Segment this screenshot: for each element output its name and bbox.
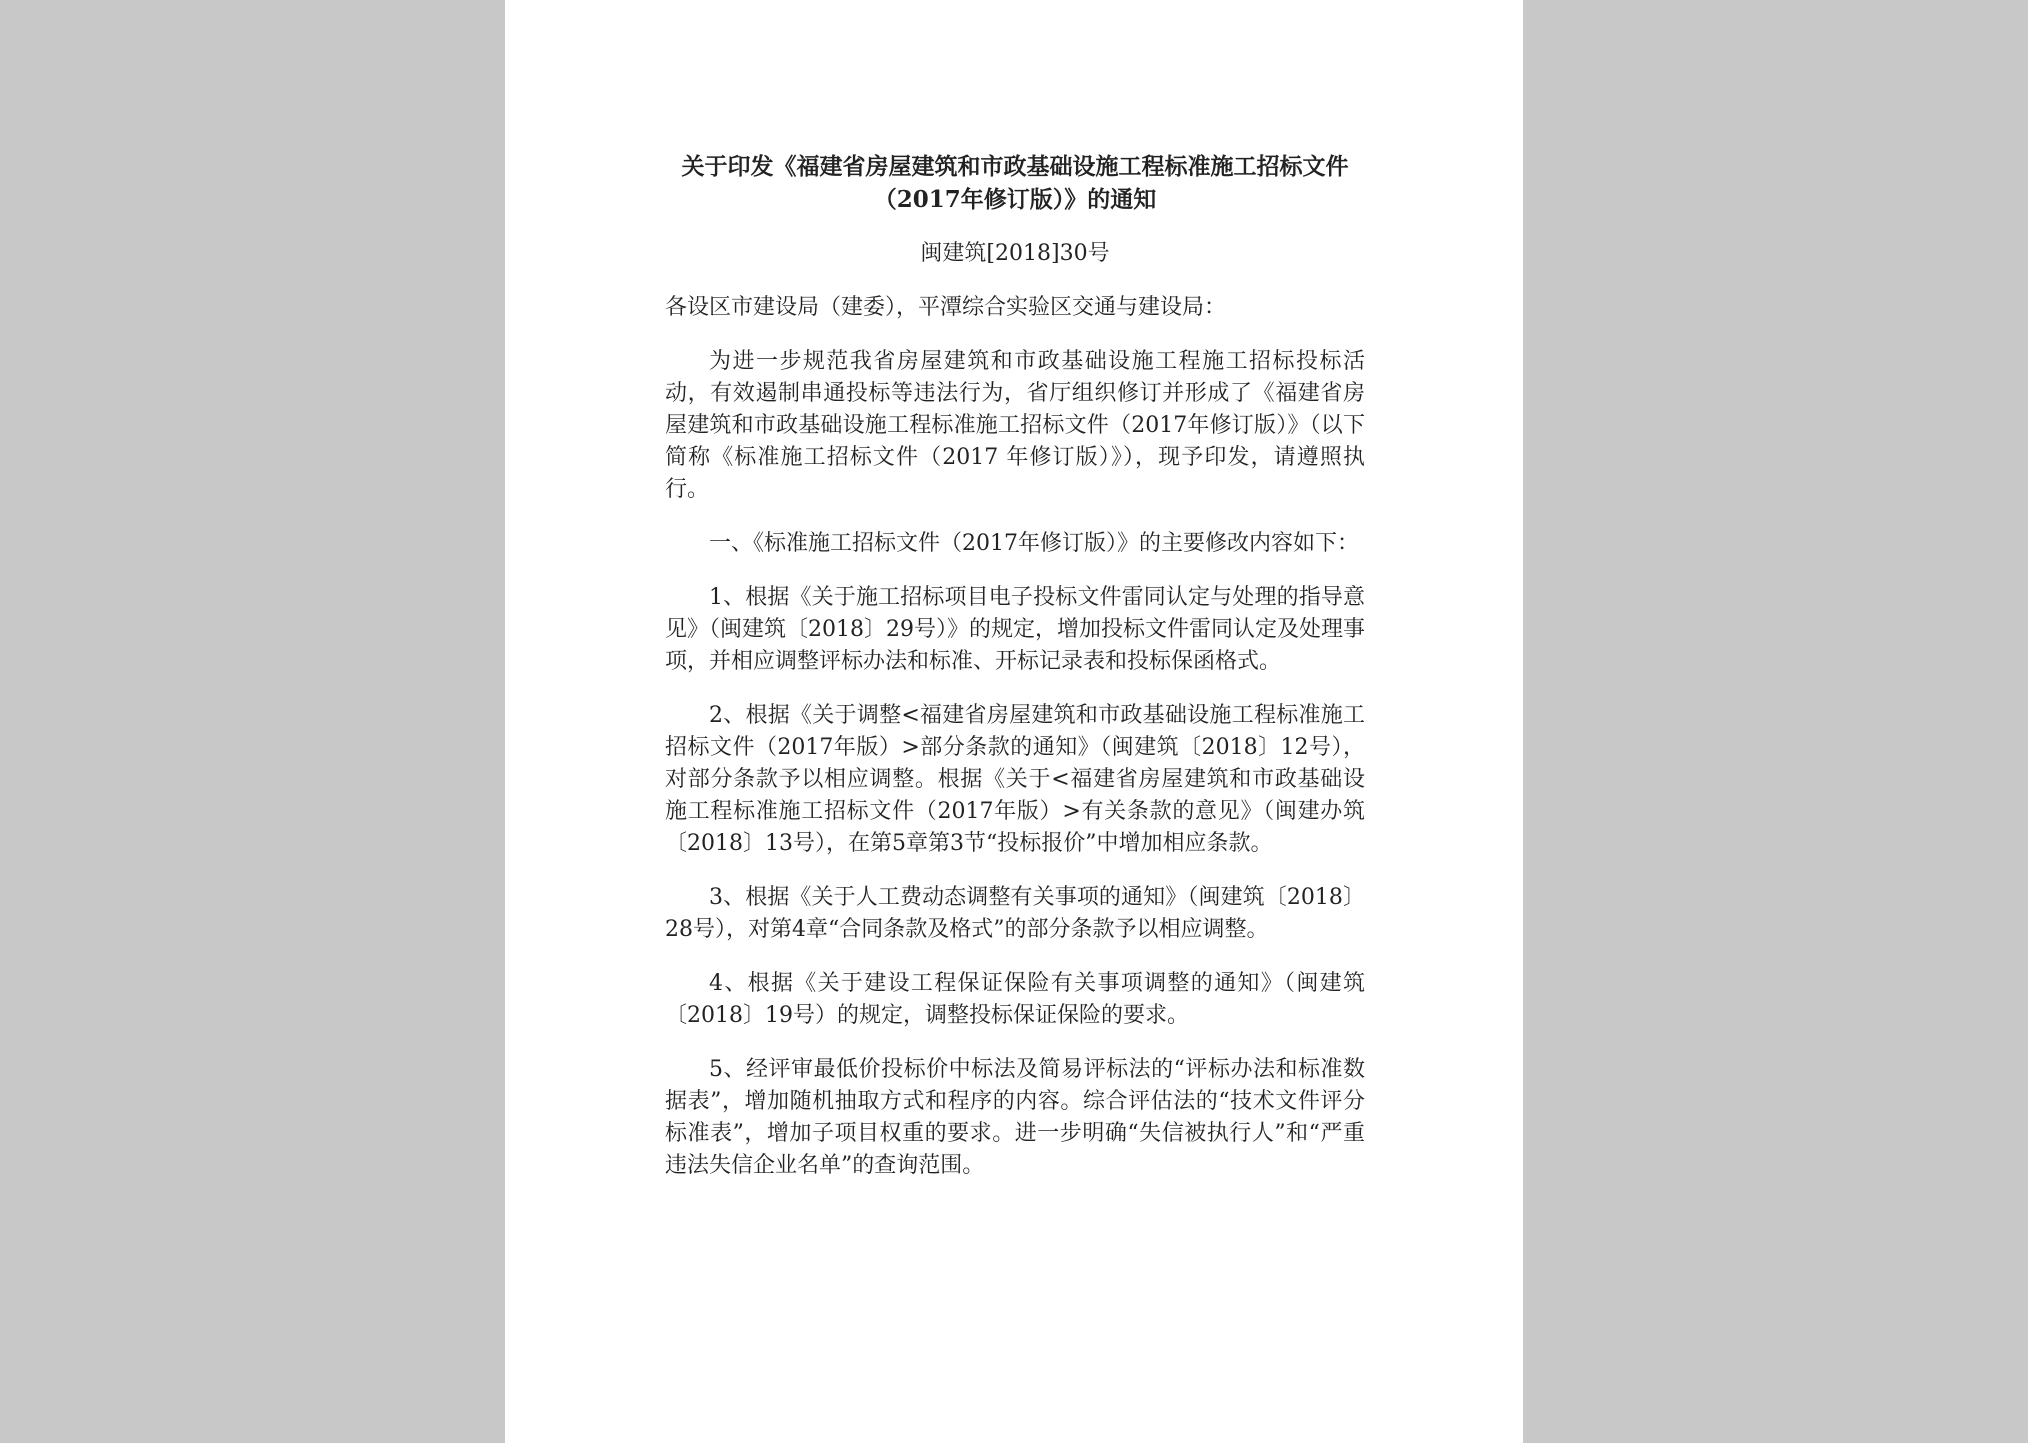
paragraph-item-4: 4、根据《关于建设工程保证保险有关事项调整的通知》（闽建筑〔2018〕19号）的规定，调整投标保证保险的要求。 <box>665 971 1365 1028</box>
page-content <box>665 150 1365 1182</box>
paragraph-item-3: 3、根据《关于人工费动态调整有关事项的通知》（闽建筑〔2018〕28号），对第4章“合同条款及格式”的部分条款予以相应调整。 <box>665 885 1365 942</box>
document-number: 闽建筑[2018]30号 <box>920 241 1110 266</box>
salutation: 各设区市建设局（建委），平潭综合实验区交通与建设局： <box>665 295 1227 320</box>
paragraph-item-5: 5、经评审最低价投标价中标法及简易评标法的“评标办法和标准数据表”，增加随机抽取方式和程序的内容。综合评估法的“技术文件评分标准表”，增加子项目权重的要求。进一步明确“失信被执行人”和“严重违法失信企业名单”的查询范围。 <box>665 1057 1365 1178</box>
title-line-2: （2017年修订版）》的通知 <box>873 186 1157 213</box>
paragraph-section-1: 一、《标准施工招标文件（2017年修订版）》的主要修改内容如下： <box>709 531 1359 556</box>
document-title <box>665 150 1365 216</box>
paragraph-item-2: 2、根据《关于调整<福建省房屋建筑和市政基础设施工程标准施工招标文件（2017年版）>部分条款的通知》（闽建筑〔2018〕12号），对部分条款予以相应调整。根据《关于<福建省房屋建筑和市政基础设施工程标准施工招标文件（2017年版）>有关条款的意见》（闽建办筑〔2018〕13号），在第5章第3节“投标报价”中增加相应条款。 <box>665 703 1365 856</box>
title-line-1: 关于印发《福建省房屋建筑和市政基础设施工程标准施工招标文件 <box>681 153 1349 180</box>
paragraph-item-1: 1、根据《关于施工招标项目电子投标文件雷同认定与处理的指导意见》（闽建筑〔2018〕29号）》的规定，增加投标文件雷同认定及处理事项，并相应调整评标办法和标准、开标记录表和投标保函格式。 <box>665 585 1365 674</box>
paragraph-intro: 为进一步规范我省房屋建筑和市政基础设施工程施工招标投标活动，有效遏制串通投标等违法行为，省厅组织修订并形成了《福建省房屋建筑和市政基础设施工程标准施工招标文件（2017年修订版）》（以下简称《标准施工招标文件（2017 年修订版）》），现予印发，请遵照执行。 <box>665 349 1365 502</box>
document-page <box>505 0 1523 1443</box>
